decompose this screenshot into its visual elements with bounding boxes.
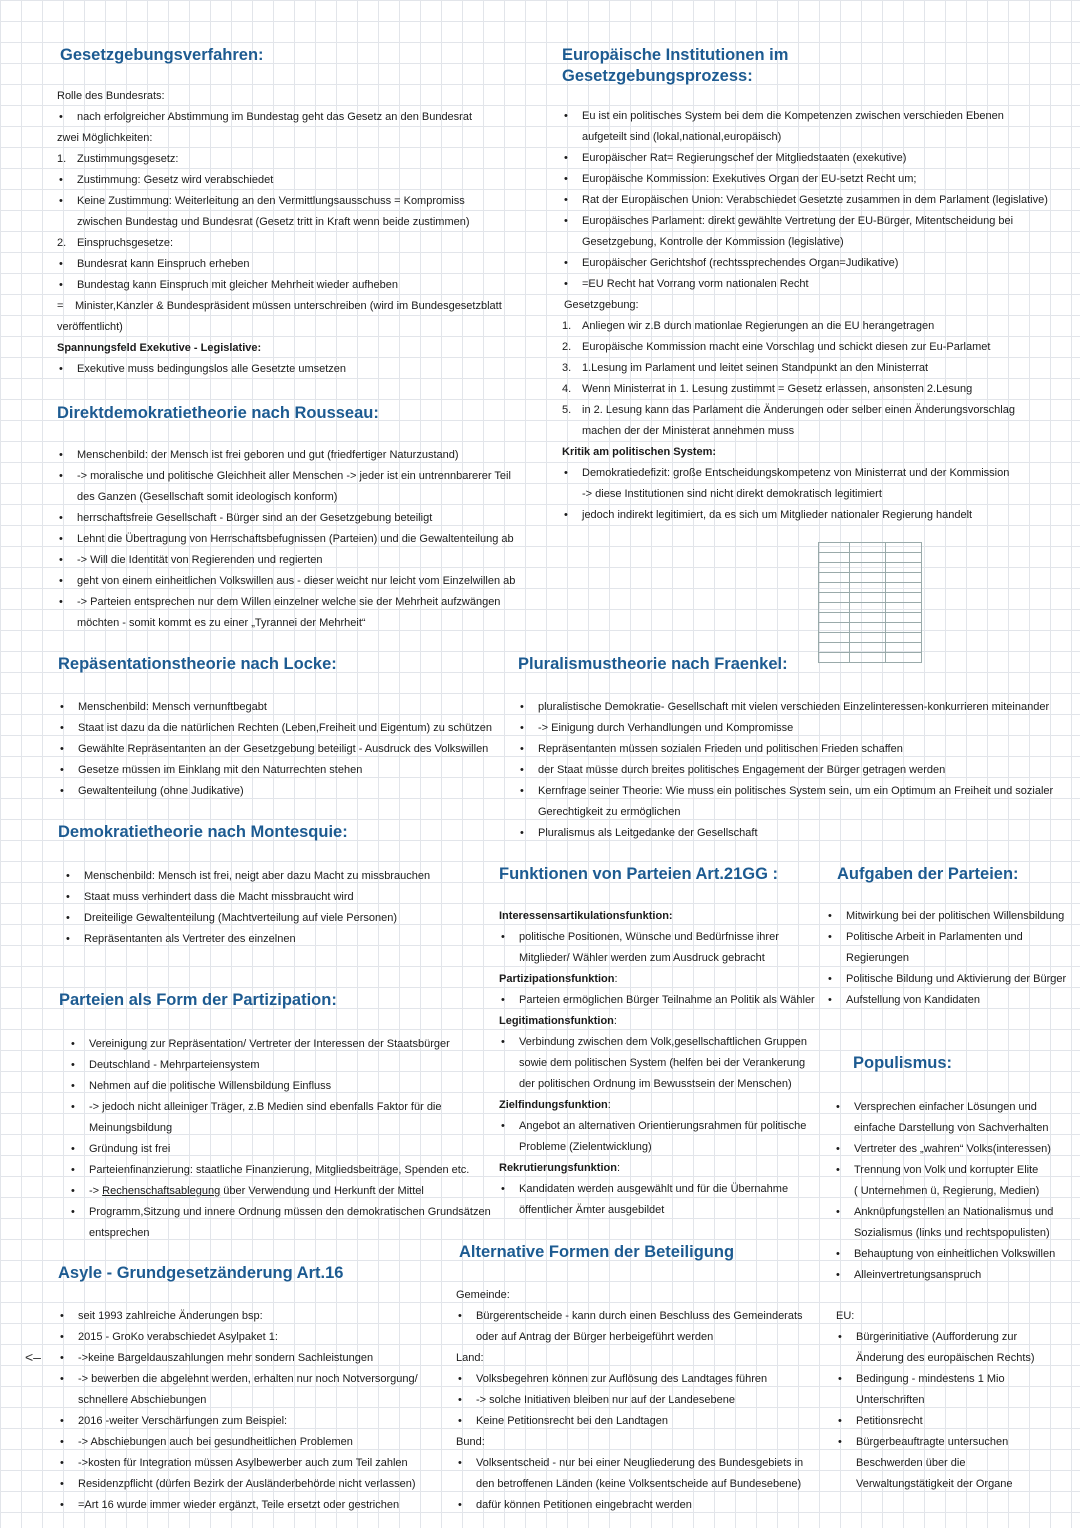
bullet-item: • Bürgerbeauftragte untersuchen: [836, 1432, 1076, 1453]
bullet-item: • -> Parteien entsprechen nur dem Willen einzelner welche sie der Mehrheit aufzwängen: [57, 592, 547, 613]
numbered-item: 2. Europäische Kommission macht eine Vorschlag und schickt diesen zur Eu-Parlamet: [562, 341, 991, 353]
bullet-item: • -> jedoch nicht alleiniger Träger, z.B Medien sind ebenfalls Faktor für die: [69, 1097, 504, 1118]
bullet-item: • ->kosten für Integration müssen Asylbewerber auch zum Teil zahlen: [58, 1453, 458, 1474]
heading-partizipation: Parteien als Form der Partizipation:: [59, 991, 337, 1009]
section-funktionen-parteien: [499, 864, 829, 1221]
bullet-item: • Politische Arbeit in Parlamenten und: [826, 927, 1076, 948]
bullet-item: • Europäische Kommission: Exekutives Organ der EU-setzt Recht um;: [562, 169, 1072, 190]
bullet-item: • -> Abschiebungen auch bei gesundheitlichen Problemen: [58, 1432, 458, 1453]
equals-item: = Minister,Kanzler & Bundespräsident müssen unterschreiben (wird im Bundesgesetzblatt: [57, 300, 502, 312]
section-eu-institutionen: [562, 45, 1072, 526]
bullet-item: • Parteienfinanzierung: staatliche Finanzierung, Mitgliedsbeiträge, Spenden etc.: [69, 1160, 504, 1181]
bullet-continuation: öffentlicher Ämter ausgebildet: [519, 1204, 665, 1216]
bullet-item: • Kandidaten werden ausgewählt und für die Übernahme: [499, 1179, 829, 1200]
bullet-item: • Repräsentanten als Vertreter des einzelnen: [64, 929, 498, 950]
heading-montesquieu: Demokratietheorie nach Montesquie:: [58, 823, 348, 841]
bullet-item: • Versprechen einfacher Lösungen und: [834, 1097, 1074, 1118]
bullet-item: • Europäisches Parlament: direkt gewählte Vertretung der EU-Bürger, Mitentscheidung bei: [562, 211, 1072, 232]
bullet-continuation: Änderung des europäischen Rechts): [856, 1352, 1035, 1364]
bullet-item: • Bürgerinitiative (Aufforderung zur: [836, 1327, 1076, 1348]
arrow-left-icon: <–: [25, 1349, 41, 1365]
bullet-continuation: Gerechtigkeit zu ermöglichen: [538, 806, 681, 818]
text-line: zwei Möglichkeiten:: [57, 132, 153, 144]
bullet-continuation: Gesetzgebung, Kontrolle der Kommission (legislative): [582, 236, 844, 248]
bullet-item: • Menschenbild: der Mensch ist frei geboren und gut (friedfertiger Naturzustand): [57, 445, 547, 466]
bullet-item: • Nehmen auf die politische Willensbildung Einfluss: [69, 1076, 504, 1097]
bullet-item: • Staat ist dazu da die natürlichen Rechten (Leben,Freiheit und Eigentum) zu schützen: [58, 718, 508, 739]
subheading: Kritik am politischen System:: [562, 446, 717, 458]
bullet-continuation: einfache Darstellung von Sachverhalten: [854, 1122, 1049, 1134]
bullet-continuation: -> diese Institutionen sind nicht direkt demokratisch legitimiert: [582, 488, 882, 500]
bullet-item: • Trennung von Volk und korrupter Elite: [834, 1160, 1074, 1181]
bullet-item: • dafür können Petitionen eingebracht werden: [456, 1495, 836, 1516]
bullet-item: • Pluralismus als Leitgedanke der Gesellschaft: [518, 823, 1073, 844]
bullet-item: • Bundestag kann Einspruch mit gleicher Mehrheit wieder aufheben: [57, 275, 547, 296]
section-montesquieu: [58, 822, 498, 950]
bullet-continuation: der politischen Ordnung im Bewusstsein der Menschen): [519, 1078, 792, 1090]
bullet-item: • Eu ist ein politisches System bei dem die Kompetenzen zwischen verschieden Ebenen: [562, 106, 1072, 127]
section-populismus: [834, 1053, 1074, 1286]
bullet-item: • Parteien ermöglichen Bürger Teilnahme an Politik als Wähler: [499, 990, 829, 1011]
bullet-continuation: Probleme (Zielentwicklung): [519, 1141, 652, 1153]
section-asyl: [58, 1263, 458, 1516]
heading-funktionen-parteien: Funktionen von Parteien Art.21GG :: [499, 865, 779, 883]
bullet-item: • ->keine Bargeldauszahlungen mehr sondern Sachleistungen: [58, 1348, 458, 1369]
bullet-item: • Gesetze müssen im Einklang mit den Naturrechten stehen: [58, 760, 508, 781]
bullet-item: • der Staat müsse durch breites politisches Engagement der Bürger getragen werden: [518, 760, 1073, 781]
bullet-continuation: entsprechen: [89, 1227, 150, 1239]
bullet-item: • Angebot an alternativen Orientierungsrahmen für politische: [499, 1116, 829, 1137]
bullet-item: • -> Einigung durch Verhandlungen und Kompromisse: [518, 718, 1073, 739]
subheading: Interessensartikulationsfunktion:: [499, 910, 673, 922]
bullet-item: • Volksentscheid - nur bei einer Neugliederung des Bundesgebiets in: [456, 1453, 836, 1474]
bullet-item: • Politische Bildung und Aktivierung der Bürger: [826, 969, 1076, 990]
bullet-continuation: Sozialismus (links und rechtspopulisten): [854, 1227, 1050, 1239]
subheading: Bund:: [456, 1436, 485, 1448]
bullet-continuation: Mitglieder/ Wähler werden zum Ausdruck gebracht: [519, 952, 765, 964]
bullet-item: • Residenzpflicht (dürfen Bezirk der Ausländerbehörde nicht verlassen): [58, 1474, 458, 1495]
bullet-item: • Kernfrage seiner Theorie: Wie muss ein politisches System sein, um ein Optimum an Freiheit und sozialer: [518, 781, 1073, 802]
bullet-item: • Gewählte Repräsentanten an der Gesetzgebung beteiligt - Ausdruck des Volkswillen: [58, 739, 508, 760]
bullet-item: • 2016 -weiter Verschärfungen zum Beispiel:: [58, 1411, 458, 1432]
bullet-item: • Deutschland - Mehrparteiensystem: [69, 1055, 504, 1076]
bullet-continuation: oder auf Antrag der Bürger herbeigeführt werden: [476, 1331, 714, 1343]
bullet-continuation: ( Unternehmen ü, Regierung, Medien): [854, 1185, 1040, 1197]
bullet-item: • Lehnt die Übertragung von Herrschaftsbefugnissen (Parteien) und die Gewaltenteilung ab: [57, 529, 547, 550]
bullet-item: • Verbindung zwischen dem Volk,gesellschaftlichen Gruppen: [499, 1032, 829, 1053]
bullet-continuation: Beschwerden über die: [856, 1457, 966, 1469]
bullet-continuation: Regierungen: [846, 952, 909, 964]
bullet-item: • =EU Recht hat Vorrang vorm nationalen Recht: [562, 274, 1072, 295]
section-aufgaben-parteien: [826, 864, 1076, 1011]
subheading: Partizipationsfunktion:: [499, 973, 618, 985]
bullet-item: • Europäischer Rat= Regierungschef der Mitgliedstaaten (exekutive): [562, 148, 1072, 169]
section-beteiligung: [456, 1242, 836, 1516]
bullet-item: • -> Will die Identität von Regierenden und regierten: [57, 550, 547, 571]
section-gesetzgebungsverfahren: [57, 45, 547, 380]
bullet-item: • Bedingung - mindestens 1 Mio: [836, 1369, 1076, 1390]
section-rousseau: [57, 403, 547, 634]
bullet-item: • Keine Zustimmung: Weiterleitung an den Vermittlungsausschuss = Kompromiss: [57, 191, 547, 212]
bullet-item: • Dreiteilige Gewaltenteilung (Machtverteilung auf viele Personen): [64, 908, 498, 929]
subheading: Gesetzgebung:: [564, 299, 639, 311]
heading-gesetzgebungsverfahren: Gesetzgebungsverfahren:: [60, 46, 264, 64]
bullet-item: • Mitwirkung bei der politischen Willensbildung: [826, 906, 1076, 927]
text-line: Rolle des Bundesrats:: [57, 90, 165, 102]
subheading: Land:: [456, 1352, 484, 1364]
bullet-continuation: Unterschriften: [856, 1394, 925, 1406]
heading-eu-institutionen-2: Gesetzgebungsprozess:: [562, 67, 753, 85]
bullet-item: • Bürgerentscheide - kann durch einen Beschluss des Gemeinderats: [456, 1306, 836, 1327]
bullet-item: • Zustimmung: Gesetz wird verabschiedet: [57, 170, 547, 191]
bullet-item: • politische Positionen, Wünsche und Bedürfnisse ihrer: [499, 927, 829, 948]
bullet-continuation: zwischen Bundestag und Bundesrat (Gesetz tritt in Kraft wenn beide zustimmen): [77, 216, 470, 228]
bullet-item: • Bundesrat kann Einspruch erheben: [57, 254, 547, 275]
bullet-item: • Demokratiedefizit: große Entscheidungskompetenz von Ministerrat und der Kommission: [562, 463, 1072, 484]
bullet-item: • Gewaltenteilung (ohne Judikative): [58, 781, 508, 802]
bullet-continuation: schnellere Abschiebungen: [78, 1394, 207, 1406]
bullet-item: • Menschenbild: Mensch vernunftbegabt: [58, 697, 508, 718]
numbered-item: 5. in 2. Lesung kann das Parlament die Änderungen oder selber einen Änderungsvorschlag: [562, 404, 1015, 416]
bullet-item: • Keine Petitionsrecht bei den Landtagen: [456, 1411, 836, 1432]
bullet-continuation: des Ganzen (Gesellschaft somit ideologisch konform): [77, 491, 338, 503]
section-partizipation: [59, 990, 504, 1244]
bullet-continuation: den betroffenen Länden (keine Volksentscheide auf Bundesebene): [476, 1478, 802, 1490]
bullet-item: • 2015 - GroKo verabschiedet Asylpaket 1:: [58, 1327, 458, 1348]
heading-locke: Repäsentationstheorie nach Locke:: [58, 655, 337, 673]
subheading: EU:: [836, 1310, 855, 1322]
bullet-item: • Alleinvertretungsanspruch: [834, 1265, 1074, 1286]
bullet-continuation: möchten - somit kommt es zu einer „Tyrannei der Mehrheit“: [77, 617, 366, 629]
bullet-continuation: machen der der Ministerat annehmen muss: [582, 425, 795, 437]
text-line: veröffentlicht): [57, 321, 123, 333]
heading-eu-institutionen-1: Europäische Institutionen im: [562, 46, 789, 64]
bullet-continuation: sowie dem politischen System (helfen bei der Verankerung: [519, 1057, 806, 1069]
bullet-item: • Menschenbild: Mensch ist frei, neigt aber dazu Macht zu missbrauchen: [64, 866, 498, 887]
numbered-item: 2. Einspruchsgesetze:: [57, 237, 173, 249]
bullet-item: • seit 1993 zahlreiche Änderungen bsp:: [58, 1306, 458, 1327]
numbered-item: 4. Wenn Ministerrat in 1. Lesung zustimmt = Gesetz erlassen, ansonsten 2.Lesung: [562, 383, 973, 395]
bullet-item: • Vertreter des „wahren“ Volks(interessen): [834, 1139, 1074, 1160]
subheading: Legitimationsfunktion:: [499, 1015, 617, 1027]
subheading: Rekrutierungsfunktion:: [499, 1162, 621, 1174]
bullet-item: • Gründung ist frei: [69, 1139, 504, 1160]
bullet-item: • herrschaftsfreie Gesellschaft - Bürger sind an der Gesetzgebung beteiligt: [57, 508, 547, 529]
bullet-item: • Petitionsrecht: [836, 1411, 1076, 1432]
heading-beteiligung: Alternative Formen der Beteiligung: [459, 1243, 735, 1261]
subheading: Spannungsfeld Exekutive - Legislative:: [57, 342, 262, 354]
bullet-item: • Anknüpfungstellen an Nationalismus und: [834, 1202, 1074, 1223]
subheading: Zielfindungsfunktion:: [499, 1099, 611, 1111]
section-locke: [58, 654, 508, 802]
bullet-item: • Aufstellung von Kandidaten: [826, 990, 1076, 1011]
bullet-item: • -> solche Initiativen bleiben nur auf der Landesebene: [456, 1390, 836, 1411]
bullet-item: • -> bewerben die abgelehnt werden, erhalten nur noch Notversorgung/: [58, 1369, 458, 1390]
bullet-item: • Exekutive muss bedingungslos alle Gesetzte umsetzen: [57, 359, 547, 380]
bullet-item: • nach erfolgreicher Abstimmung im Bundestag geht das Gesetz an den Bundesrat: [57, 107, 547, 128]
bullet-item: • pluralistische Demokratie- Gesellschaft mit vielen verschieden Einzelinteressen-konkurrieren miteinander: [518, 697, 1073, 718]
bullet-item: • =Art 16 wurde immer wieder ergänzt, Teile ersetzt oder gestrichen: [58, 1495, 458, 1516]
bullet-item: • Vereinigung zur Repräsentation/ Vertreter der Interessen der Staatsbürger: [69, 1034, 504, 1055]
subheading: Gemeinde:: [456, 1289, 510, 1301]
bullet-item: • Behauptung von einheitlichen Volkswillen: [834, 1244, 1074, 1265]
bullet-item: • -> Rechenschaftsablegung über Verwendung und Herkunft der Mittel: [69, 1181, 504, 1202]
bullet-item: • Programm,Sitzung und innere Ordnung müssen den demokratischen Grundsätzen: [69, 1202, 504, 1223]
section-fraenkel: [518, 654, 1073, 844]
bullet-item: • Rat der Europäischen Union: Verabschiedet Gesetzte zusammen in dem Parlament (legislative): [562, 190, 1072, 211]
bullet-item: • Europäischer Gerichtshof (rechtssprechendes Organ=Judikative): [562, 253, 1072, 274]
bullet-item: • Volksbegehren können zur Auflösung des Landtages führen: [456, 1369, 836, 1390]
bullet-item: • Repräsentanten müssen sozialen Frieden und politischen Frieden schaffen: [518, 739, 1073, 760]
bullet-item: • jedoch indirekt legitimiert, da es sich um Mitglieder nationaler Regierung handelt: [562, 505, 1072, 526]
bullet-continuation: Meinungsbildung: [89, 1122, 173, 1134]
bullet-item: • Staat muss verhindert dass die Macht missbraucht wird: [64, 887, 498, 908]
heading-aufgaben-parteien: Aufgaben der Parteien:: [837, 865, 1019, 883]
numbered-item: 1. Zustimmungsgesetz:: [57, 153, 179, 165]
bullet-item: • geht von einem einheitlichen Volkswillen aus - dieser weicht nur leicht vom Einzelwillen ab: [57, 571, 547, 592]
bullet-continuation: aufgeteilt sind (lokal,national,europäisch): [582, 131, 782, 143]
heading-populismus: Populismus:: [853, 1054, 953, 1072]
bullet-continuation: Verwaltungstätigkeit der Organe: [856, 1478, 1013, 1490]
numbered-item: 1. Anliegen wir z.B durch mationlae Regierungen an die EU herangetragen: [562, 320, 935, 332]
heading-asyl: Asyle - Grundgesetzänderung Art.16: [58, 1264, 344, 1282]
heading-fraenkel: Pluralismustheorie nach Fraenkel:: [518, 655, 788, 673]
numbered-item: 3. 1.Lesung im Parlament und leitet seinen Standpunkt an den Ministerrat: [562, 362, 929, 374]
bullet-item: • -> moralische und politische Gleichheit aller Menschen -> jeder ist ein untrennbarerer Teil: [57, 466, 547, 487]
section-beteiligung-eu: [836, 1306, 1076, 1495]
heading-rousseau: Direktdemokratietheorie nach Rousseau:: [57, 404, 379, 422]
